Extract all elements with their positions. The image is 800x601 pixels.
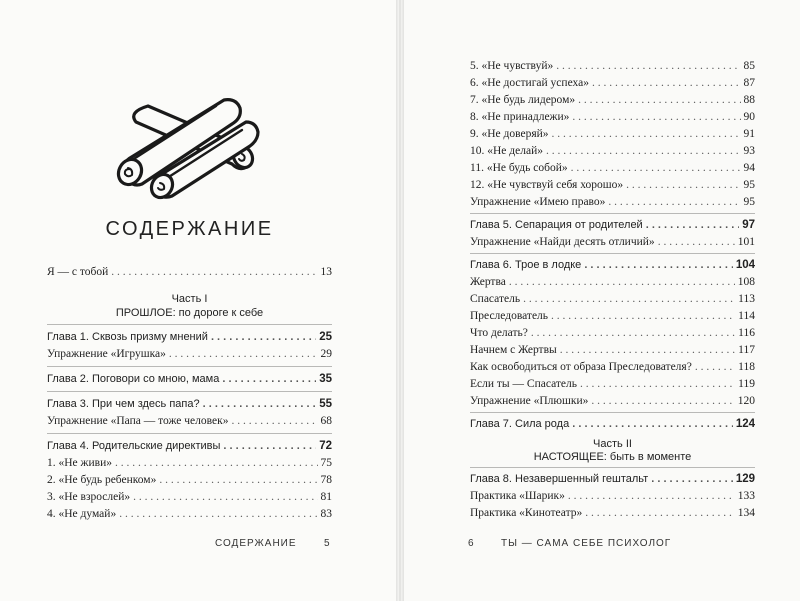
toc-entry[interactable] bbox=[470, 359, 755, 375]
toc-chapter[interactable] bbox=[470, 217, 755, 233]
toc-entry-page: 118 bbox=[738, 361, 755, 373]
leader-dots bbox=[203, 396, 317, 412]
toc-entry-page: 124 bbox=[735, 418, 755, 430]
toc-entry[interactable] bbox=[470, 325, 755, 341]
leader-dots bbox=[591, 393, 734, 409]
toc-entry-title: Что делать? bbox=[470, 327, 528, 339]
toc-entry-title: Практика «Шарик» bbox=[470, 490, 565, 502]
toc-entry[interactable] bbox=[470, 308, 755, 324]
leader-dots bbox=[523, 291, 735, 307]
toc-entry-page: 114 bbox=[738, 310, 755, 322]
toc-entry-title: Если ты — Спасатель bbox=[470, 378, 577, 390]
toc-entry-page: 116 bbox=[738, 327, 755, 339]
toc-entry-page: 108 bbox=[737, 276, 755, 288]
toc-entry-title: 2. «Не будь ребенком» bbox=[47, 474, 157, 486]
divider bbox=[47, 391, 332, 392]
leader-dots bbox=[626, 177, 740, 193]
toc-entry-page: 129 bbox=[735, 473, 755, 485]
right-page bbox=[401, 0, 800, 601]
toc-entry-page: 78 bbox=[320, 474, 332, 486]
leader-dots bbox=[531, 325, 735, 341]
toc-entry[interactable] bbox=[470, 488, 755, 504]
leader-dots bbox=[608, 194, 740, 210]
leader-dots bbox=[223, 438, 316, 454]
toc-entry[interactable] bbox=[470, 92, 755, 108]
leader-dots bbox=[556, 58, 740, 74]
toc-entry-page: 55 bbox=[319, 398, 332, 410]
leader-dots bbox=[695, 359, 735, 375]
toc-entry-title: 11. «Не будь собой» bbox=[470, 162, 568, 174]
toc-entry[interactable] bbox=[470, 376, 755, 392]
toc-entry-page: 97 bbox=[742, 219, 755, 231]
toc-chapter[interactable] bbox=[470, 257, 755, 273]
toc-entry-page: 104 bbox=[735, 259, 755, 271]
leader-dots bbox=[571, 160, 741, 176]
toc-chapter[interactable] bbox=[47, 371, 332, 387]
toc-entry-page: 90 bbox=[743, 111, 755, 123]
leader-dots bbox=[211, 329, 316, 345]
leader-dots bbox=[133, 489, 317, 505]
page-number: 6 bbox=[468, 538, 475, 549]
toc-entry-page: 93 bbox=[743, 145, 755, 157]
leader-dots bbox=[231, 413, 317, 429]
toc-chapter[interactable] bbox=[47, 329, 332, 345]
leader-dots bbox=[222, 371, 316, 387]
toc-entry-page: 35 bbox=[319, 373, 332, 385]
toc-entry[interactable] bbox=[470, 234, 755, 250]
toc-entry[interactable] bbox=[47, 346, 332, 362]
leader-dots bbox=[646, 217, 740, 233]
toc-entry[interactable] bbox=[47, 489, 332, 505]
toc-entry-page: 120 bbox=[737, 395, 755, 407]
toc-entry-page: 133 bbox=[737, 490, 755, 502]
toc-entry-title: Спасатель bbox=[470, 293, 521, 305]
leader-dots bbox=[658, 234, 735, 250]
divider bbox=[470, 467, 755, 468]
toc-entry-title: Жертва bbox=[470, 276, 506, 288]
divider bbox=[47, 433, 332, 434]
leader-dots bbox=[552, 126, 741, 142]
toc-entry-title: 1. «Не живи» bbox=[47, 457, 112, 469]
toc-entry-page: 88 bbox=[743, 94, 755, 106]
toc-entry[interactable] bbox=[470, 75, 755, 91]
toc-entry-title: Упражнение «Папа — тоже человек» bbox=[47, 415, 229, 427]
toc-entry[interactable] bbox=[47, 506, 332, 522]
leader-dots bbox=[169, 346, 318, 362]
part-label: Часть II bbox=[593, 438, 632, 450]
toc-entry-title: 12. «Не чувствуй себя хорошо» bbox=[470, 179, 624, 191]
toc-entry-title: 6. «Не достигай успеха» bbox=[470, 77, 589, 89]
toc-entry-page: 134 bbox=[737, 507, 755, 519]
divider bbox=[47, 366, 332, 367]
leader-dots bbox=[651, 471, 733, 487]
toc-entry[interactable] bbox=[47, 472, 332, 488]
running-footer-label: СОДЕРЖАНИЕ bbox=[215, 538, 297, 549]
toc-entry-page: 101 bbox=[737, 236, 755, 248]
toc-entry-title: Преследователь bbox=[470, 310, 549, 322]
toc-entry-title: Упражнение «Игрушка» bbox=[47, 348, 166, 360]
leader-dots bbox=[546, 143, 741, 159]
contents-heading: СОДЕРЖАНИЕ bbox=[105, 218, 274, 240]
toc-entry-title: Глава 4. Родительские директивы bbox=[47, 440, 221, 452]
leader-dots bbox=[580, 376, 735, 392]
toc-entry-page: 91 bbox=[743, 128, 755, 140]
toc-entry[interactable] bbox=[470, 109, 755, 125]
part-title: ПРОШЛОЕ: по дороге к себе bbox=[115, 307, 264, 319]
toc-entry[interactable] bbox=[470, 342, 755, 358]
divider bbox=[470, 253, 755, 254]
leader-dots bbox=[572, 109, 740, 125]
leader-dots bbox=[560, 342, 735, 358]
toc-entry-page: 85 bbox=[743, 60, 755, 72]
toc-entry-page: 95 bbox=[743, 179, 755, 191]
toc-entry-page: 94 bbox=[743, 162, 755, 174]
toc-entry-title: Как освободиться от образа Преследователя? bbox=[470, 361, 692, 373]
toc-entry-title: Начнем с Жертвы bbox=[470, 344, 557, 356]
toc-entry-title: Практика «Кинотеатр» bbox=[470, 507, 583, 519]
toc-entry-title: Глава 1. Сквозь призму мнений bbox=[47, 331, 208, 343]
toc-entry[interactable] bbox=[470, 274, 755, 290]
toc-entry-title: Упражнение «Имею право» bbox=[470, 196, 606, 208]
toc-entry-page: 68 bbox=[320, 415, 332, 427]
leader-dots bbox=[119, 506, 317, 522]
toc-entry-page: 81 bbox=[320, 491, 332, 503]
toc-chapter[interactable] bbox=[470, 471, 755, 487]
leader-dots bbox=[115, 455, 318, 471]
divider bbox=[47, 324, 332, 325]
toc-entry[interactable] bbox=[470, 194, 755, 210]
book-spine bbox=[396, 0, 404, 601]
toc-entry-page: 87 bbox=[743, 77, 755, 89]
part-label: Часть I bbox=[171, 293, 208, 305]
leader-dots bbox=[111, 264, 317, 280]
toc-left bbox=[47, 260, 332, 530]
toc-right bbox=[470, 58, 755, 528]
leader-dots bbox=[585, 505, 735, 521]
left-page bbox=[0, 0, 399, 601]
cinnamon-sticks-logo bbox=[96, 92, 272, 202]
toc-entry-title: Я — с тобой bbox=[47, 266, 109, 278]
toc-entry-title: 8. «Не принадлежи» bbox=[470, 111, 570, 123]
toc-entry-title: 7. «Не будь лидером» bbox=[470, 94, 576, 106]
toc-entry[interactable] bbox=[470, 126, 755, 142]
toc-entry-page: 117 bbox=[738, 344, 755, 356]
toc-entry-page: 83 bbox=[320, 508, 332, 520]
toc-entry[interactable] bbox=[470, 291, 755, 307]
toc-entry-page: 75 bbox=[320, 457, 332, 469]
part-title: НАСТОЯЩЕЕ: быть в моменте bbox=[533, 451, 692, 463]
toc-entry-page: 25 bbox=[319, 331, 332, 343]
toc-entry-title: Глава 8. Незавершенный гештальт bbox=[470, 473, 649, 485]
toc-entry-title: Глава 6. Трое в лодке bbox=[470, 259, 582, 271]
toc-entry-title: 10. «Не делай» bbox=[470, 145, 543, 157]
toc-entry[interactable] bbox=[470, 393, 755, 409]
leader-dots bbox=[592, 75, 741, 91]
toc-entry-page: 95 bbox=[743, 196, 755, 208]
leader-dots bbox=[568, 488, 735, 504]
page-number: 5 bbox=[324, 538, 331, 549]
toc-entry[interactable] bbox=[470, 58, 755, 74]
toc-entry[interactable] bbox=[47, 455, 332, 471]
toc-entry-page: 72 bbox=[319, 440, 332, 452]
leader-dots bbox=[572, 416, 733, 432]
toc-entry-title: 4. «Не думай» bbox=[47, 508, 117, 520]
toc-entry[interactable] bbox=[470, 143, 755, 159]
toc-entry[interactable] bbox=[470, 177, 755, 193]
toc-entry-title: Глава 3. При чем здесь папа? bbox=[47, 398, 200, 410]
leader-dots bbox=[551, 308, 735, 324]
toc-chapter[interactable] bbox=[47, 438, 332, 454]
divider bbox=[470, 213, 755, 214]
leader-dots bbox=[509, 274, 735, 290]
toc-entry[interactable] bbox=[470, 160, 755, 176]
toc-entry-title: Глава 2. Поговори со мною, мама bbox=[47, 373, 220, 385]
toc-chapter[interactable] bbox=[470, 416, 755, 432]
leader-dots bbox=[159, 472, 317, 488]
leader-dots bbox=[584, 257, 733, 273]
toc-entry-title: 9. «Не доверяй» bbox=[470, 128, 549, 140]
toc-entry-page: 13 bbox=[320, 266, 332, 278]
toc-entry-title: Глава 5. Сепарация от родителей bbox=[470, 219, 643, 231]
toc-entry[interactable] bbox=[47, 413, 332, 429]
toc-entry-title: Глава 7. Сила рода bbox=[470, 418, 570, 430]
toc-chapter[interactable] bbox=[47, 396, 332, 412]
divider bbox=[470, 412, 755, 413]
toc-entry-page: 29 bbox=[320, 348, 332, 360]
toc-entry[interactable] bbox=[470, 505, 755, 521]
running-footer-label: ТЫ — САМА СЕБЕ ПСИХОЛОГ bbox=[501, 538, 672, 549]
toc-entry-page: 119 bbox=[738, 378, 755, 390]
toc-entry-title: Упражнение «Плюшки» bbox=[470, 395, 589, 407]
toc-entry[interactable] bbox=[47, 264, 332, 280]
toc-entry-title: 3. «Не взрослей» bbox=[47, 491, 131, 503]
leader-dots bbox=[578, 92, 740, 108]
toc-entry-page: 113 bbox=[738, 293, 755, 305]
toc-entry-title: 5. «Не чувствуй» bbox=[470, 60, 554, 72]
toc-entry-title: Упражнение «Найди десять отличий» bbox=[470, 236, 655, 248]
